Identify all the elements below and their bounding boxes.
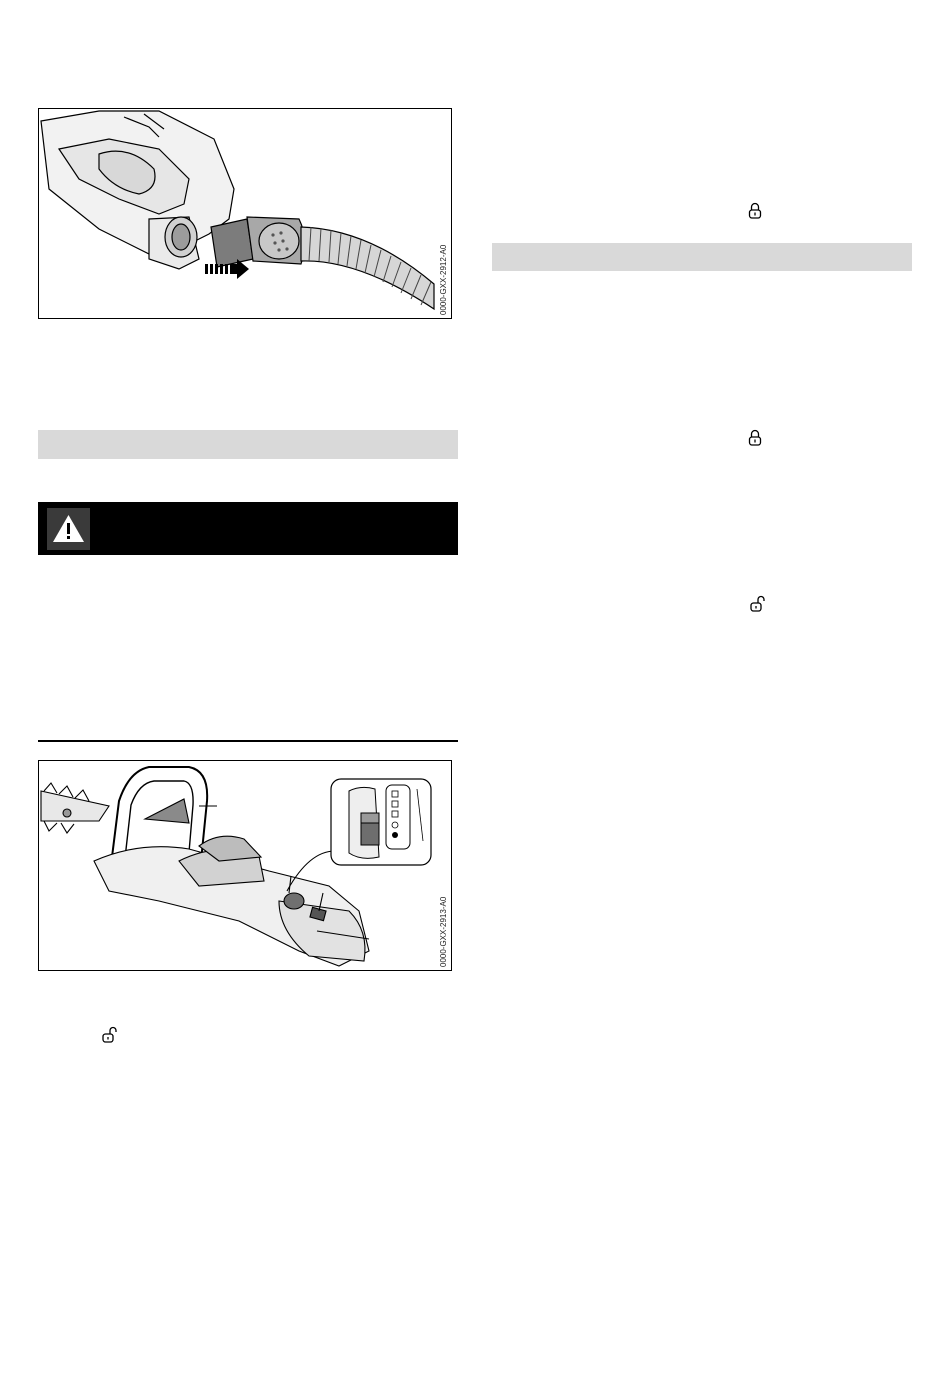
- figure-code: 0000-GXX-2912-A0: [439, 244, 448, 315]
- figure-hose-connection: [38, 108, 452, 319]
- warning-icon-box: [47, 508, 90, 550]
- warning-triangle-icon: [47, 508, 90, 550]
- warning-bar: [38, 502, 458, 555]
- padlock-open-icon: [101, 1026, 117, 1044]
- padlock-closed-icon: [747, 429, 763, 447]
- hose-connection-illustration: [39, 109, 451, 318]
- figure-code: 0000-GXX-2913-A0: [439, 896, 448, 967]
- figure-hedge-trimmer-lock-switch: [38, 760, 452, 971]
- padlock-open-icon: [749, 595, 765, 613]
- section-heading-bar: [492, 243, 912, 271]
- hedge-trimmer-illustration: [39, 761, 451, 970]
- section-heading-bar: [38, 430, 458, 459]
- padlock-closed-icon: [747, 202, 763, 220]
- section-divider: [38, 740, 458, 742]
